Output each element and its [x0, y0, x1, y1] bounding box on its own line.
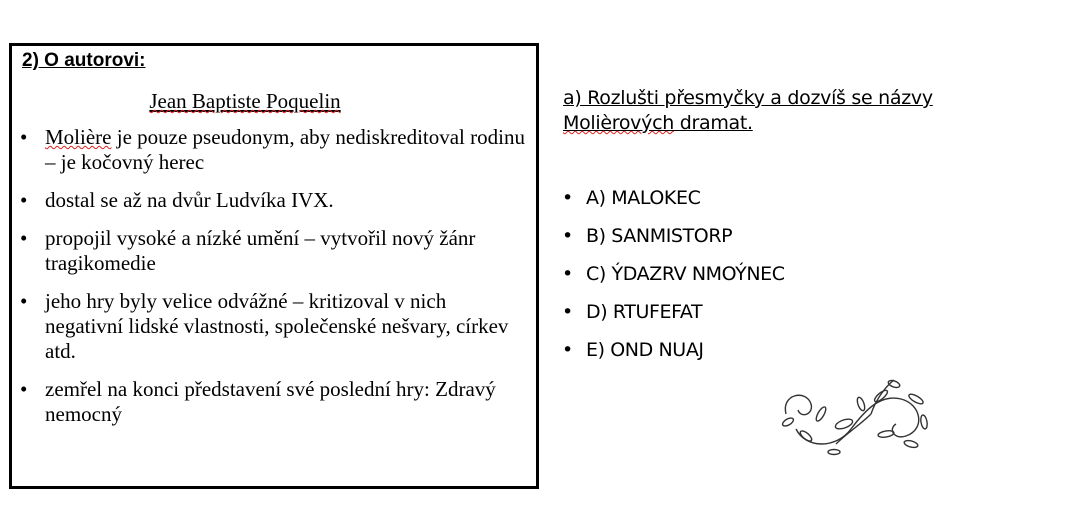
floral-ornament-icon	[776, 374, 936, 456]
list-item: • B) SANMISTORP	[560, 224, 785, 262]
task-title	[563, 86, 933, 136]
task-title-line1: a) Rozlušti přesmyčky a dozvíš se názvy	[563, 87, 933, 109]
list-item-text: je pouze pseudonym, aby nediskreditoval rodinu – je kočovný herec	[45, 125, 525, 174]
list-item: • A) MALOKEC	[560, 186, 785, 224]
list-item: • dostal se až na dvůr Ludvíka IVX.	[12, 188, 527, 213]
author-facts-list	[12, 125, 527, 440]
author-info-box	[9, 43, 539, 489]
author-name	[12, 89, 478, 114]
task-title-rest: dramat.	[673, 112, 753, 134]
task-title-word: Molièrových	[563, 112, 674, 134]
section-heading: 2) O autorovi:	[22, 50, 146, 71]
author-name-text: Jean Baptiste Poquelin	[149, 89, 341, 113]
list-item: • jeho hry byly velice odvážné – kritizoval v nich negativní lidské vlastnosti, společenské nešvary, církev atd.	[12, 289, 527, 364]
anagram-list	[560, 186, 785, 376]
list-item: • C) ÝDAZRV NMOÝNEC	[560, 262, 785, 300]
list-item: • zemřel na konci představení své poslední hry: Zdravý nemocný	[12, 377, 527, 427]
list-item	[12, 125, 527, 175]
list-item: • propojil vysoké a nízké umění – vytvořil nový žánr tragikomedie	[12, 226, 527, 276]
list-item: • D) RTUFEFAT	[560, 300, 785, 338]
pseudonym-word: Molière	[45, 125, 112, 149]
list-item: • E) OND NUAJ	[560, 338, 785, 376]
